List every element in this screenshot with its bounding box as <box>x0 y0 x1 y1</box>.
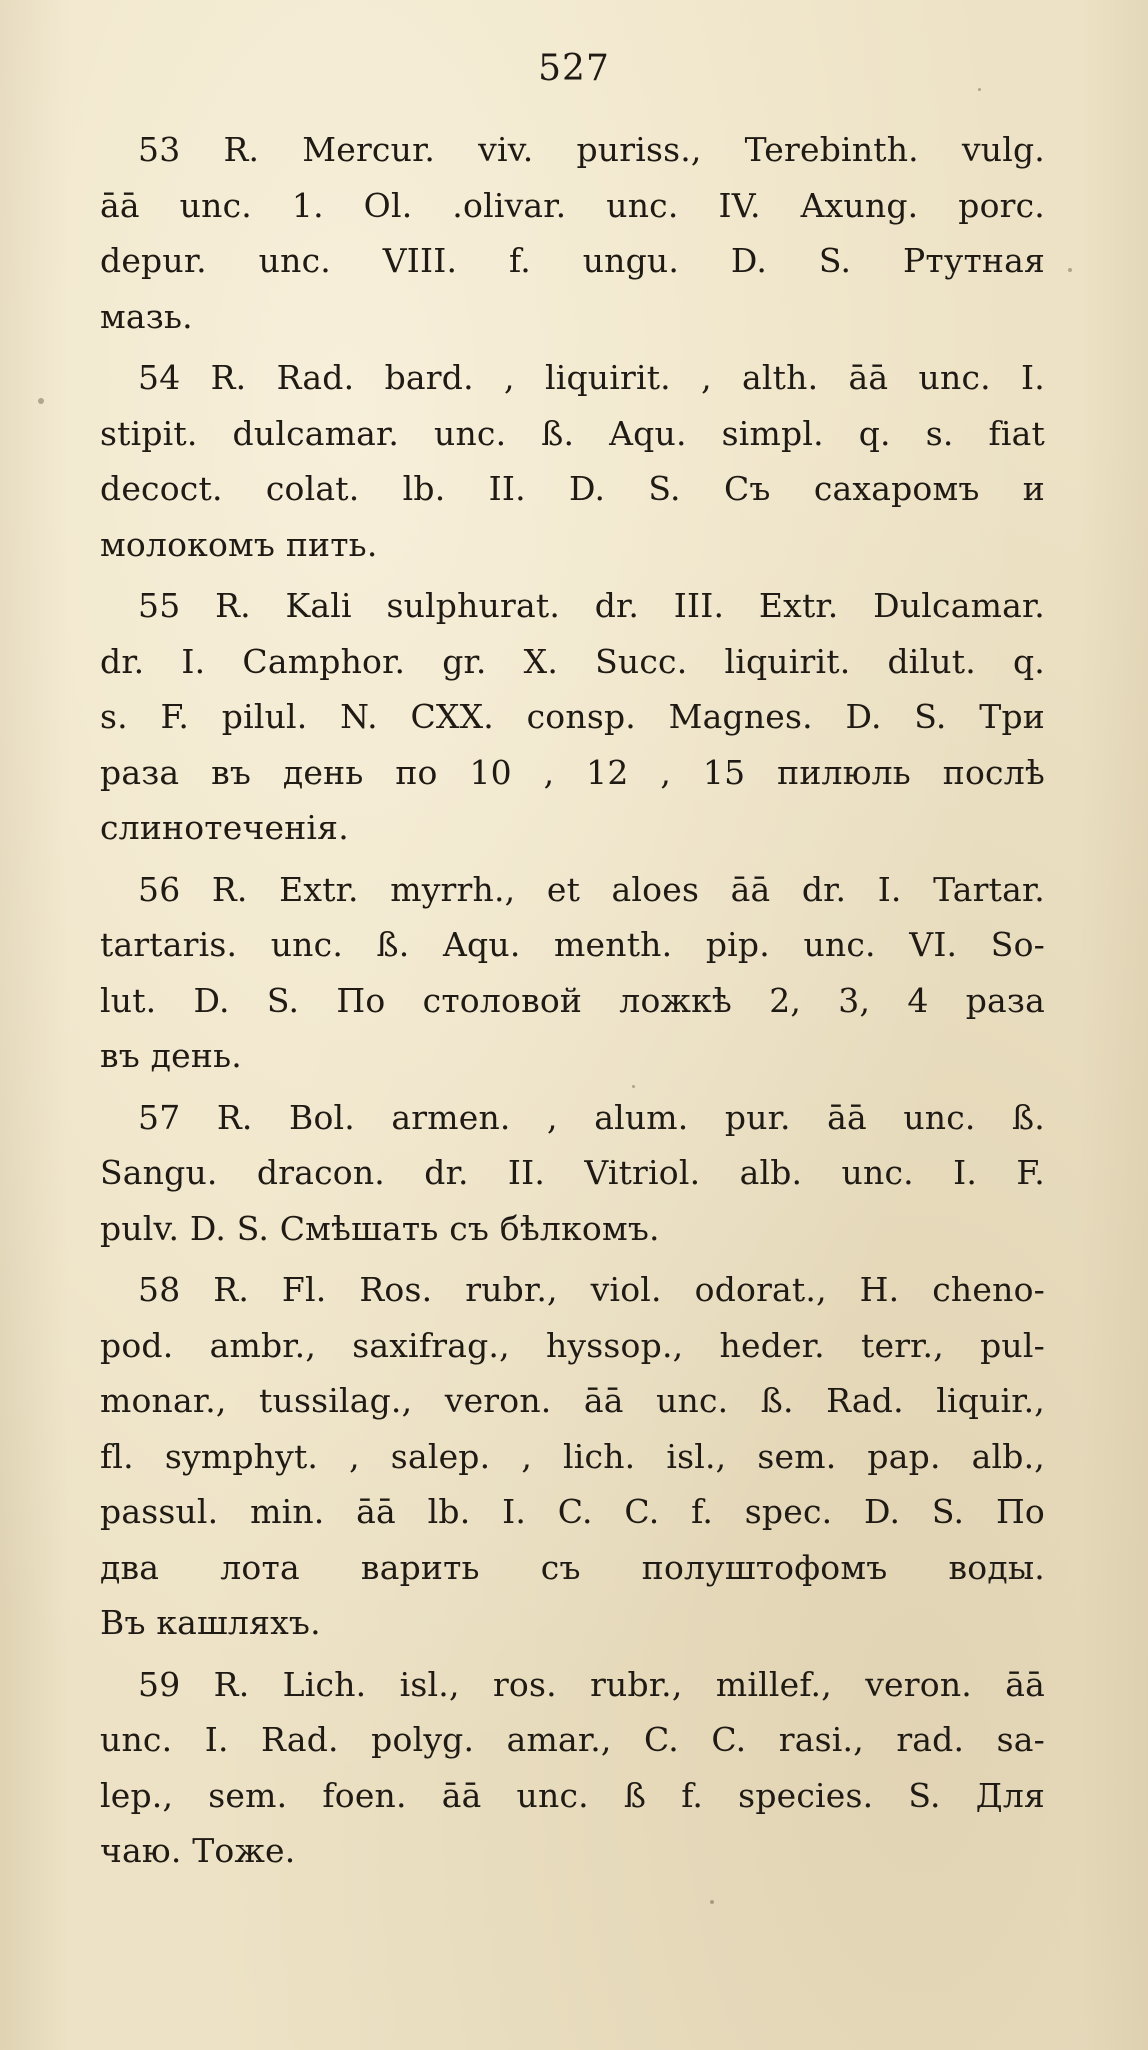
text-line: Въ кашляхъ. <box>100 1603 321 1642</box>
text-line: pulv. D. S. Смѣшать съ бѣлкомъ. <box>100 1208 660 1248</box>
text-line: fl. symphyt. , salep. , lich. isl., sem. pap. alb., <box>100 1436 1045 1476</box>
text-line: s. F. pilul. N. CXX. consp. Magnes. D. S. Три <box>100 697 1045 736</box>
text-line: 57 R. Bol. armen. , alum. pur. āā unc. ß. <box>138 1097 1045 1137</box>
paper-speck <box>632 1085 635 1088</box>
recipe-59 <box>100 1657 1045 1879</box>
recipe-58 <box>100 1262 1045 1651</box>
text-line: āā unc. 1. Ol. .olivar. unc. IV. Axung. porc. <box>100 185 1045 225</box>
text-line: 53 R. Mercur. viv. puriss., Terebinth. vulg. <box>138 130 1045 169</box>
text-line: passul. min. āā lb. I. C. C. f. spec. D. S. По <box>100 1492 1045 1531</box>
recipe-53 <box>100 122 1045 344</box>
text-line: мазь. <box>100 296 193 336</box>
text-line: 55 R. Kali sulphurat. dr. III. Extr. Dulcamar. <box>138 586 1045 625</box>
text-line: tartaris. unc. ß. Aqu. menth. pip. unc. VI. So- <box>100 925 1045 964</box>
text-line: слинотеченія. <box>100 808 349 847</box>
text-line: раза въ день по 10 , 12 , 15 пилюль послѣ <box>100 752 1045 792</box>
text-line: два лота варить съ полуштофомъ воды. <box>100 1547 1045 1587</box>
recipe-57 <box>100 1090 1045 1257</box>
text-line: decoct. colat. lb. II. D. S. Съ сахаромъ и <box>100 469 1045 508</box>
paper-speck <box>978 88 981 91</box>
text-line: depur. unc. VIII. f. ungu. D. S. Ртутная <box>100 241 1045 280</box>
text-line: pod. ambr., saxifrag., hyssop., heder. terr., pul- <box>100 1325 1045 1365</box>
text-line: lut. D. S. По столовой ложкѣ 2, 3, 4 раза <box>100 980 1045 1020</box>
text-line: 56 R. Extr. myrrh., et aloes āā dr. I. Tartar. <box>138 869 1045 909</box>
text-line: въ день. <box>100 1036 242 1075</box>
text-line: unc. I. Rad. polyg. amar., C. C. rasi., rad. sa- <box>100 1720 1045 1759</box>
text-line: Sangu. dracon. dr. II. Vitriol. alb. unc. I. F. <box>100 1153 1045 1192</box>
recipe-55 <box>100 578 1045 856</box>
page-number: 527 <box>538 48 610 89</box>
recipe-text-block <box>100 122 1045 1885</box>
paper-speck <box>38 398 44 404</box>
text-line: stipit. dulcamar. unc. ß. Aqu. simpl. q. s. fiat <box>100 413 1045 453</box>
text-line: lep., sem. foen. āā unc. ß f. species. S. Для <box>100 1775 1045 1815</box>
paper-speck <box>1068 268 1072 272</box>
recipe-54 <box>100 350 1045 572</box>
recipe-56 <box>100 862 1045 1084</box>
text-line: monar., tussilag., veron. āā unc. ß. Rad. liquir., <box>100 1381 1045 1420</box>
text-line: 54 R. Rad. bard. , liquirit. , alth. āā unc. I. <box>138 358 1045 397</box>
paper-speck <box>710 1900 714 1904</box>
text-line: чаю. Тоже. <box>100 1831 296 1870</box>
text-line: 58 R. Fl. Ros. rubr., viol. odorat., H. cheno- <box>138 1270 1045 1309</box>
text-line: 59 R. Lich. isl., ros. rubr., millef., veron. āā <box>138 1664 1045 1704</box>
text-line: dr. I. Camphor. gr. X. Succ. liquirit. dilut. q. <box>100 641 1045 681</box>
text-line: молокомъ пить. <box>100 524 378 564</box>
